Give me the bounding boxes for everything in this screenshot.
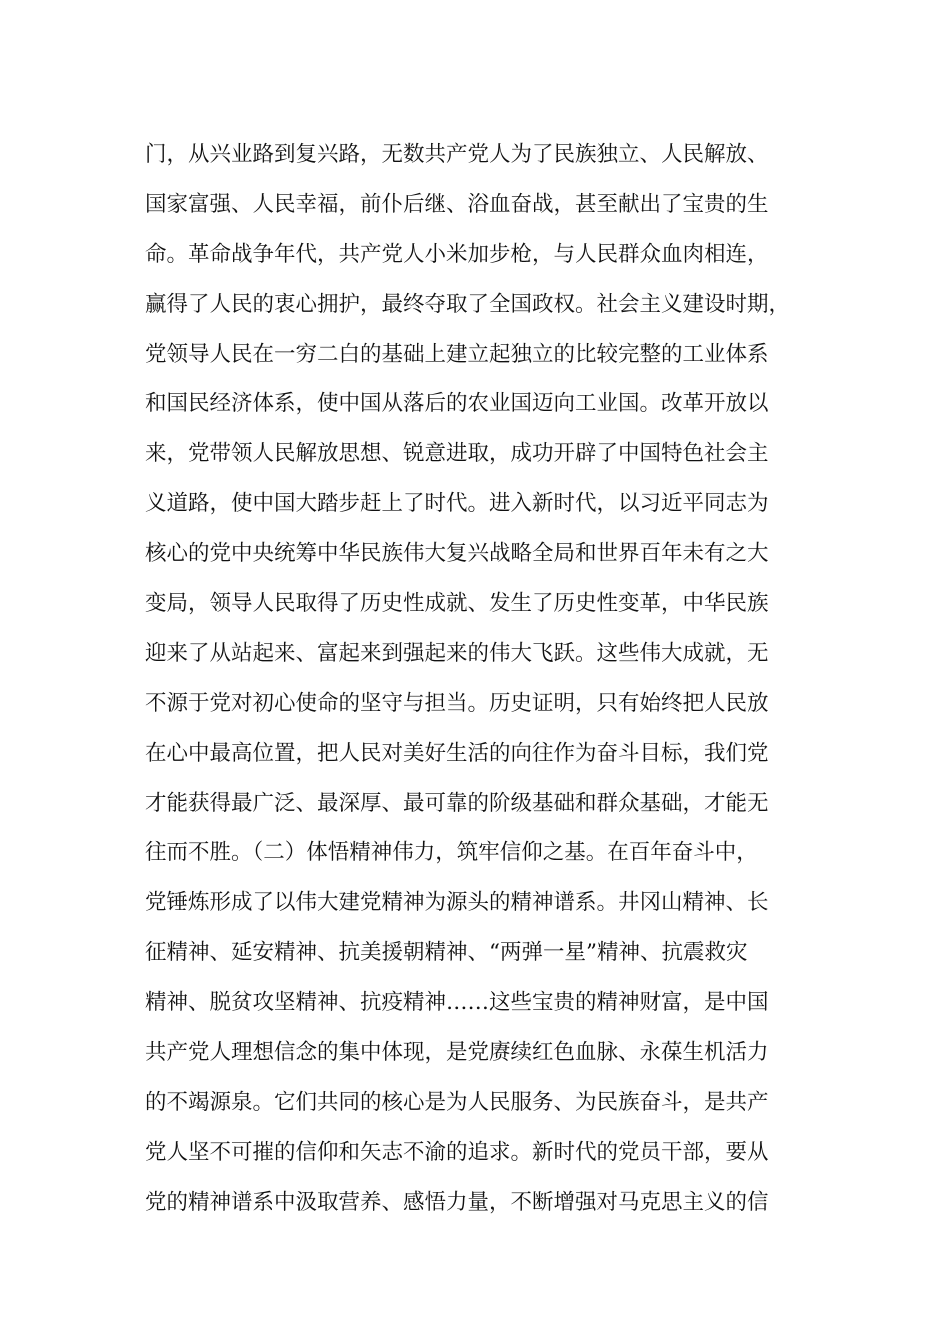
text-line: 迎来了从站起来、富起来到强起来的伟大飞跃。这些伟大成就，无 [145,640,769,666]
text-line: 在心中最高位置，把人民对美好生活的向往作为奋斗目标，我们党 [145,740,769,766]
text-line: 往而不胜。（二）体悟精神伟力，筑牢信仰之基。在百年奋斗中， [145,840,758,866]
text-line: 变局，领导人民取得了历史性成就、发生了历史性变革，中华民族 [145,591,769,617]
text-line: 党领导人民在一穷二白的基础上建立起独立的比较完整的工业体系 [145,341,769,367]
text-line: 党的精神谱系中汲取营养、感悟力量，不断增强对马克思主义的信 [145,1189,769,1215]
text-line: 和国民经济体系，使中国从落后的农业国迈向工业国。改革开放以 [145,391,769,417]
text-line: 核心的党中央统筹中华民族伟大复兴战略全局和世界百年未有之大 [145,541,769,567]
text-line: 的不竭源泉。它们共同的核心是为人民服务、为民族奋斗，是共产 [145,1089,769,1115]
text-line: 命。革命战争年代，共产党人小米加步枪，与人民群众血肉相连， [145,241,769,267]
text-line: 赢得了人民的衷心拥护，最终夺取了全国政权。社会主义建设时期， [145,291,791,317]
text-line: 党锤炼形成了以伟大建党精神为源头的精神谱系。井冈山精神、长 [145,890,769,916]
text-line: 门，从兴业路到复兴路，无数共产党人为了民族独立、人民解放、 [145,142,769,167]
text-line: 征精神、延安精神、抗美援朝精神、“两弹一星”精神、抗震救灾 [145,940,748,966]
text-line: 才能获得最广泛、最深厚、最可靠的阶级基础和群众基础，才能无 [145,790,769,816]
text-line: 国家富强、人民幸福，前仆后继、浴血奋战，甚至献出了宝贵的生 [145,191,769,217]
text-line: 义道路，使中国大踏步赶上了时代。进入新时代，以习近平同志为 [145,491,769,517]
text-line: 精神、脱贫攻坚精神、抗疫精神……这些宝贵的精神财富，是中国 [145,990,769,1016]
text-line: 共产党人理想信念的集中体现，是党赓续红色血脉、永葆生机活力 [145,1040,769,1066]
text-line: 来，党带领人民解放思想、锐意进取，成功开辟了中国特色社会主 [145,441,769,467]
text-line: 党人坚不可摧的信仰和矢志不渝的追求。新时代的党员干部，要从 [145,1139,769,1165]
body-text [145,130,825,1228]
text-line: 不源于党对初心使命的坚守与担当。历史证明，只有始终把人民放 [145,690,769,716]
